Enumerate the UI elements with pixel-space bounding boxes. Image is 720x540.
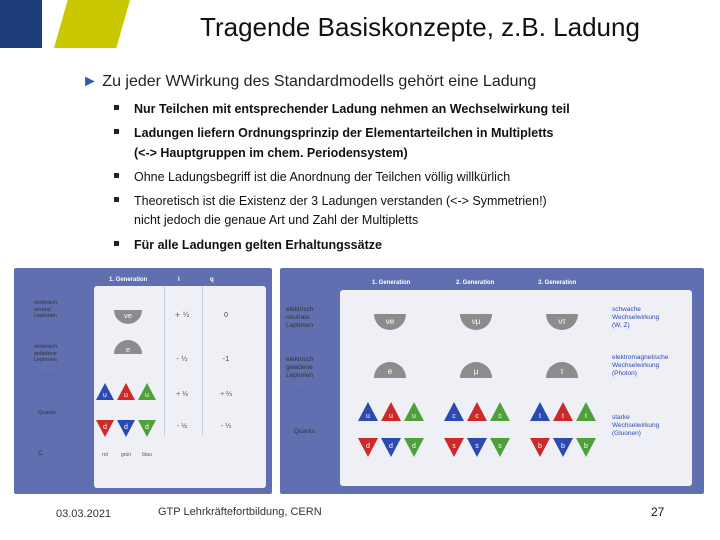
neutrino-symbol: νe bbox=[123, 312, 133, 320]
svg-text:t: t bbox=[585, 413, 587, 420]
color-label: grün bbox=[120, 452, 132, 458]
intro-text: Zu jeder WWirkung des Standardmodells gehört eine Ladung bbox=[102, 73, 537, 90]
col-header-isospin: I bbox=[178, 277, 180, 283]
label-weak-interaction: schwache Wechselwirkung (W, Z) bbox=[612, 306, 660, 329]
neutrino-isospin: + ½ bbox=[174, 311, 190, 319]
electron-charge: -1 bbox=[222, 355, 230, 363]
bullet-text: Ladungen liefern Ordnungsprinzip der Elementarteilchen in Multipletts bbox=[134, 126, 554, 140]
dots: ....... bbox=[40, 432, 59, 438]
up-charge: + ⅔ bbox=[220, 391, 232, 398]
footer-date: 03.03.2021 bbox=[56, 508, 112, 520]
dots: ....... bbox=[292, 388, 311, 394]
svg-text:c: c bbox=[475, 413, 479, 420]
slide-title: Tragende Basiskonzepte, z.B. Ladung bbox=[200, 12, 640, 42]
electron-isospin: - ½ bbox=[176, 355, 188, 363]
triangle-bullet-icon: ► bbox=[82, 73, 98, 90]
row-label-quarks: Quarks bbox=[38, 410, 56, 416]
neutrino-charge: 0 bbox=[223, 311, 229, 319]
quark-letter: d bbox=[103, 424, 107, 431]
svg-text:b: b bbox=[561, 443, 565, 450]
quark-letter: u bbox=[145, 392, 149, 399]
row-label-color: C bbox=[38, 450, 43, 457]
page-number: 27 bbox=[651, 505, 665, 519]
right-particle-figure bbox=[280, 268, 704, 494]
dots: ....... bbox=[40, 328, 59, 334]
quark-letter: d bbox=[145, 424, 149, 431]
quark-letter: u bbox=[103, 392, 107, 399]
square-bullet-icon bbox=[114, 173, 119, 178]
svg-text:νe: νe bbox=[385, 317, 395, 326]
col-header-gen3: 3. Generation bbox=[538, 280, 577, 286]
square-bullet-icon bbox=[114, 105, 119, 110]
dots: ....... bbox=[40, 372, 59, 378]
col-header-gen1: 1. Generation bbox=[372, 280, 411, 286]
bullet-text: Theoretisch ist die Existenz der 3 Ladungen verstanden (<-> Symmetrien!) bbox=[134, 194, 547, 208]
svg-text:b: b bbox=[584, 443, 588, 450]
color-label: blau bbox=[142, 452, 152, 458]
down-charge: - ⅓ bbox=[220, 423, 232, 430]
square-bullet-icon bbox=[114, 197, 119, 202]
bullet-text-line2: nicht jedoch die genaue Art und Zahl der Multipletts bbox=[134, 213, 419, 227]
bullet-text: Für alle Ladungen gelten Erhaltungssätze bbox=[134, 238, 382, 252]
svg-text:c: c bbox=[452, 413, 456, 420]
svg-text:t: t bbox=[562, 413, 564, 420]
dots: ....... bbox=[292, 338, 311, 344]
svg-text:s: s bbox=[452, 443, 456, 450]
label-em-interaction: elektromagnetische Wechselwirkung (Photon) bbox=[612, 354, 669, 377]
svg-text:d: d bbox=[389, 443, 393, 450]
svg-text:c: c bbox=[498, 413, 502, 420]
svg-text:τ: τ bbox=[560, 367, 564, 376]
logo-yellow-block bbox=[54, 0, 130, 48]
left-particle-glyphs bbox=[14, 268, 272, 494]
svg-text:u: u bbox=[412, 413, 416, 420]
right-particle-glyphs bbox=[280, 268, 704, 494]
intro-line bbox=[82, 72, 536, 92]
svg-text:μ: μ bbox=[473, 367, 479, 376]
col-header-gen2: 2. Generation bbox=[456, 280, 495, 286]
svg-text:b: b bbox=[538, 443, 542, 450]
row-label-charged-leptons: elektrisch geladene Leptonen bbox=[286, 356, 314, 379]
down-isospin: - ½ bbox=[176, 423, 188, 430]
bullet-text: Nur Teilchen mit entsprechender Ladung nehmen an Wechselwirkung teil bbox=[134, 102, 570, 116]
svg-text:e: e bbox=[387, 367, 393, 376]
quark-letter: u bbox=[124, 392, 128, 399]
row-label-neutral-leptons: elektrisch neutrale Leptonen bbox=[286, 306, 314, 329]
svg-text:ντ: ντ bbox=[558, 317, 566, 326]
bullet-text: Ohne Ladungsbegriff ist die Anordnung der Teilchen völlig willkürlich bbox=[134, 170, 511, 184]
row-label-quarks: Quarks bbox=[294, 428, 315, 435]
up-isospin: + ½ bbox=[176, 391, 188, 398]
svg-text:s: s bbox=[475, 443, 479, 450]
logo-navy-block bbox=[0, 0, 42, 48]
svg-text:u: u bbox=[366, 413, 370, 420]
label-strong-interaction: starke Wechselwirkung (Gluonen) bbox=[612, 414, 660, 437]
footer-event: GTP Lehrkräftefortbildung, CERN bbox=[158, 506, 322, 518]
svg-text:νμ: νμ bbox=[471, 317, 481, 326]
svg-text:d: d bbox=[412, 443, 416, 450]
square-bullet-icon bbox=[114, 241, 119, 246]
svg-text:t: t bbox=[539, 413, 541, 420]
col-header-generation: 1. Generation bbox=[109, 277, 148, 283]
row-label-neutral-leptons: elektrisch neutral Leptonen bbox=[34, 300, 58, 319]
electron-symbol: e bbox=[125, 346, 131, 354]
quark-letter: d bbox=[124, 424, 128, 431]
svg-text:d: d bbox=[366, 443, 370, 450]
col-header-charge: q bbox=[210, 277, 214, 283]
bullet-text-line2: (<-> Hauptgruppen im chem. Periodensystem) bbox=[134, 146, 408, 160]
left-particle-figure bbox=[14, 268, 272, 494]
svg-text:s: s bbox=[498, 443, 502, 450]
color-label: rot bbox=[102, 452, 108, 458]
svg-text:u: u bbox=[389, 413, 393, 420]
square-bullet-icon bbox=[114, 129, 119, 134]
row-label-charged-leptons: elektrisch geladene Leptonen bbox=[34, 344, 58, 363]
